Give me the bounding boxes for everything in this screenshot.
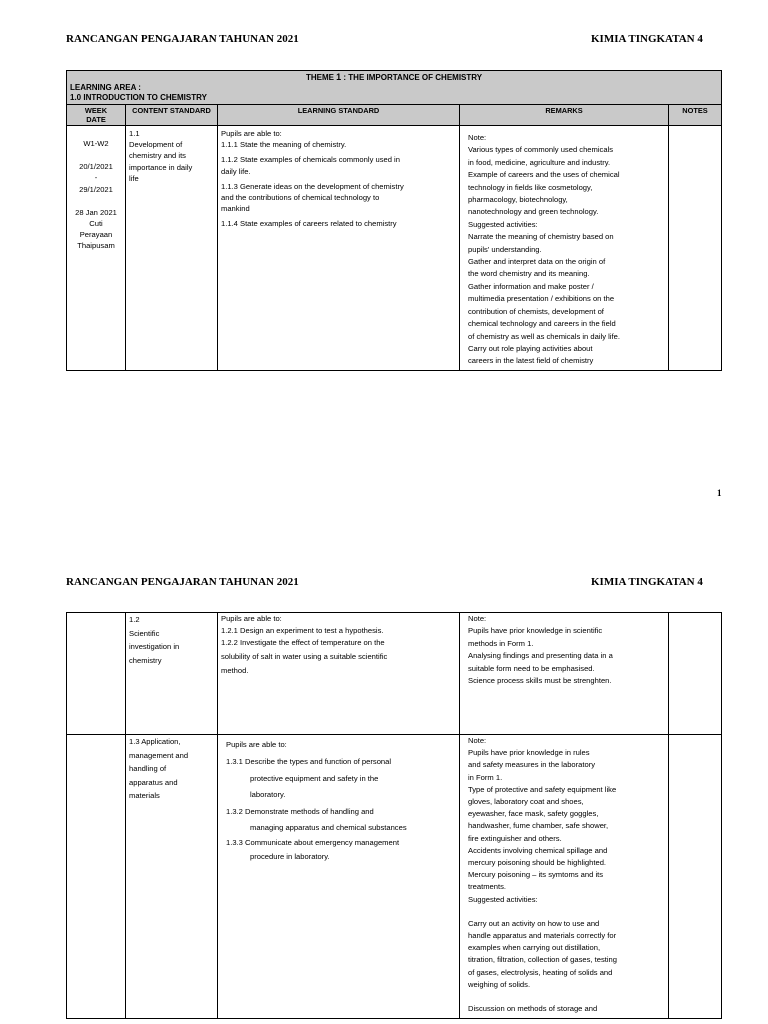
- lesson-plan-table-1: [66, 70, 722, 371]
- learning-standard-item: 1.2.2 Investigate the effect of temperature on the solubility of salt in water using a suitable scientific method.: [221, 638, 388, 675]
- content-standard-cell: [126, 613, 218, 735]
- page1-header-right: KIMIA TINGKATAN 4: [591, 33, 703, 45]
- holiday-date: 28 Jan 2021: [75, 207, 117, 217]
- content-standard-line: chemistry and its: [129, 151, 186, 161]
- remarks-cell: Note: Various types of commonly used chemicals in food, medicine, agriculture and industry. Example of careers and the uses of chemical technology in fields like cosmetology, pharmacology, biotechnology, nanotechnology and green technology. Suggested activities: Narrate the meaning of chemistry based on pupils' understanding. Gather and interpret data on the origin of the word chemistry and its meaning. Gather information and make poster / multimedia presentation / exhibitions on the contribution of chemists, development of chemical technology and careers in the field of chemistry as well as chemicals in daily life. Carry out role playing activities about careers in the latest field of chemistry: [460, 126, 669, 371]
- holiday-line-1: Cuti: [89, 219, 103, 229]
- learning-standard-cell: [218, 735, 460, 1019]
- week-date-cell: [67, 735, 126, 1019]
- table-row: [67, 613, 722, 735]
- col-header-learning-standard: LEARNING STANDARD: [218, 105, 460, 126]
- remarks-cell: Note: Pupils have prior knowledge in scientific methods in Form 1. Analysing findings and presenting data in a suitable form need to be emphasised. Science process skills must be strenghten.: [460, 613, 669, 735]
- content-standard-cell: [126, 126, 218, 371]
- learning-area-label: LEARNING AREA :: [70, 83, 141, 92]
- page2-header-left: RANCANGAN PENGAJARAN TAHUNAN 2021: [66, 576, 299, 588]
- content-standard-line: Scientific: [129, 628, 160, 638]
- learning-standard-item: 1.1.1 State the meaning of chemistry.: [221, 140, 347, 150]
- content-standard-line: handling of: [129, 764, 167, 773]
- table-row: [67, 735, 722, 1019]
- learning-standard-cell: [218, 613, 460, 735]
- content-standard-cell: [126, 735, 218, 1019]
- lesson-plan-table-2: [66, 612, 722, 1019]
- notes-cell: [669, 735, 722, 1019]
- column-header-row: [67, 105, 722, 126]
- learning-standard-item: 1.1.2 State examples of chemicals commonly used in daily life.: [221, 155, 400, 176]
- learning-standard-item: 1.3.2 Demonstrate methods of handling and managing apparatus and chemical substances: [226, 806, 407, 832]
- week-date-cell: [67, 126, 126, 371]
- holiday-line-2: Perayaan: [79, 230, 113, 240]
- learning-standard-cell: [218, 126, 460, 371]
- content-standard-line: 1.3 Application,: [129, 737, 181, 746]
- content-standard-line: management and: [129, 750, 189, 760]
- notes-cell: [669, 126, 722, 371]
- learning-standard-item: 1.3.1 Describe the types and function of personal protective equipment and safety in the laboratory.: [226, 757, 392, 799]
- learning-area-title: 1.0 INTRODUCTION TO CHEMISTRY: [70, 93, 207, 102]
- theme-title: THEME 1 : THE IMPORTANCE OF CHEMISTRY: [305, 72, 483, 82]
- content-standard-number: 1.2: [129, 615, 140, 624]
- holiday-line-3: Thaipusam: [77, 241, 115, 251]
- learning-standard-intro: Pupils are able to:: [226, 740, 287, 749]
- content-standard-number: 1.1: [129, 129, 140, 138]
- page2-header-right: KIMIA TINGKATAN 4: [591, 576, 703, 588]
- week-date-cell: [67, 613, 126, 735]
- col-header-content-standard: CONTENT STANDARD: [126, 105, 218, 126]
- learning-standard-item: 1.1.4 State examples of careers related to chemistry: [221, 219, 397, 229]
- content-standard-line: life: [129, 173, 139, 183]
- page1-header-left: RANCANGAN PENGAJARAN TAHUNAN 2021: [66, 33, 299, 45]
- col-header-notes: NOTES: [669, 105, 722, 126]
- learning-standard-item: 1.3.3 Communicate about emergency management procedure in laboratory.: [226, 837, 400, 861]
- date-dash: -: [94, 173, 98, 183]
- learning-standard-intro: Pupils are able to:: [221, 614, 282, 623]
- page-number: 1: [717, 488, 722, 498]
- notes-cell: [669, 613, 722, 735]
- learning-standard-item: 1.1.3 Generate ideas on the development of chemistry and the contributions of chemical technology to mankind: [221, 181, 404, 214]
- learning-standard-intro: Pupils are able to:: [221, 129, 282, 138]
- date-to: 29/1/2021: [79, 184, 113, 194]
- content-standard-line: apparatus and: [129, 777, 178, 787]
- content-standard-line: materials: [129, 791, 160, 800]
- content-standard-line: chemistry: [129, 655, 162, 665]
- content-standard-line: Development of: [129, 140, 183, 150]
- week-label: W1-W2: [83, 139, 109, 148]
- col-header-week-date: WEEK DATE: [67, 105, 126, 126]
- content-standard-line: investigation in: [129, 642, 180, 651]
- content-standard-line: importance in daily: [129, 162, 193, 172]
- table-row: [67, 126, 722, 371]
- date-from: 20/1/2021: [79, 162, 113, 172]
- remarks-cell: Note: Pupils have prior knowledge in rules and safety measures in the laboratory in Form 1. Type of protective and safety equipment like gloves, laboratory coat and shoes, eyewasher, face mask, safety goggles, handwasher, fume chamber, safe shower, fire extinguisher and others. Accidents involving chemical spillage and mercury poisoning should be highlighted. Mercury poisoning – its symtoms and its treatments. Suggested activities: Carry out an activity on how to use and handle apparatus and materials correctly for examples when carrying out distillation, titration, filtration, collection of gases, testing of gases, electrolysis, heating of solids and weighing of solids. Discussion on methods of storage and: [460, 735, 669, 1019]
- col-header-remarks: REMARKS: [460, 105, 669, 126]
- learning-standard-item: 1.2.1 Design an experiment to test a hypothesis.: [221, 626, 384, 635]
- theme-header-row: [67, 71, 722, 105]
